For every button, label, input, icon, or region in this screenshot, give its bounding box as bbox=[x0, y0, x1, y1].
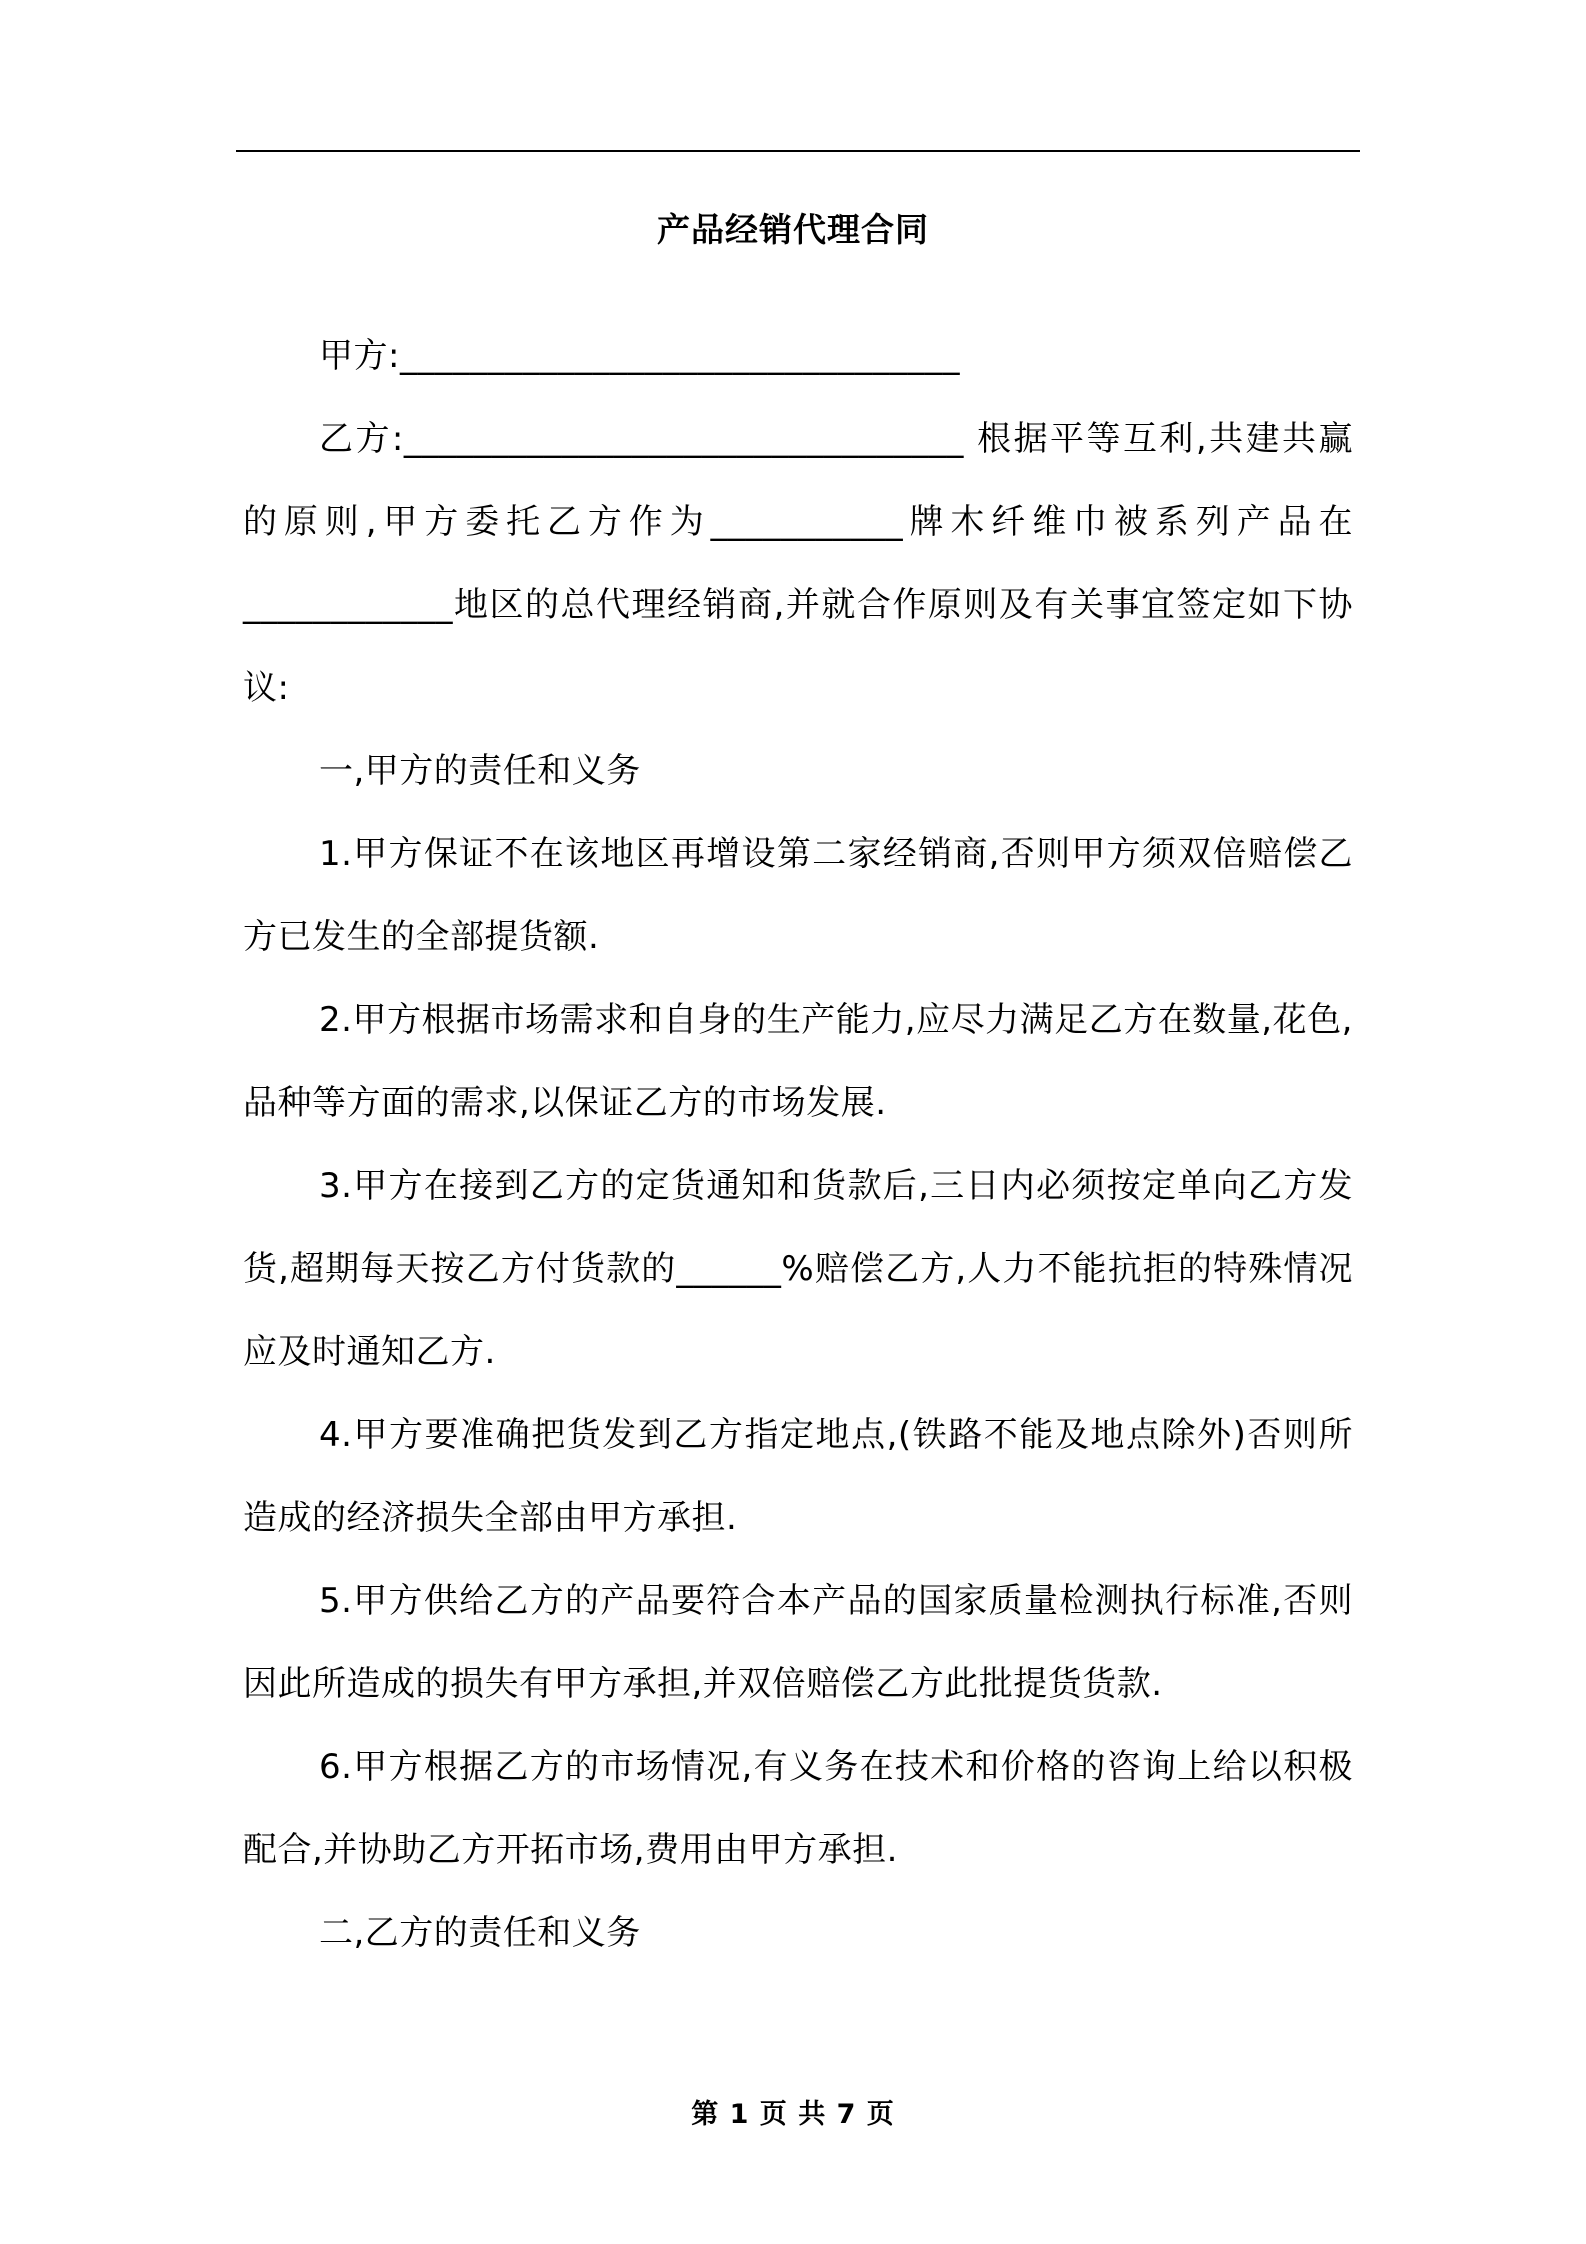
section-heading-party-a-duties: 一,甲方的责任和义务 bbox=[319, 751, 641, 791]
clause-2: 2.甲方根据市场需求和自身的生产能力,应尽力满足乙方在数量,花色,品种等方面的需求,以保证乙方的市场发展. bbox=[243, 1000, 1353, 1123]
document-title: 产品经销代理合同 bbox=[657, 210, 929, 249]
clause-6: 6.甲方根据乙方的市场情况,有义务在技术和价格的咨询上给以积极配合,并协助乙方开拓市场,费用由甲方承担. bbox=[243, 1747, 1353, 1870]
party-b-intro-paragraph: 乙方:________________________________ 根据平等互利,共建共赢的原则,甲方委托乙方作为___________牌木纤维巾被系列产品在____________地区的总代理经销商,并就合作原则及有关事宜签定如下协议: bbox=[243, 419, 1353, 708]
section-heading-party-b-duties: 二,乙方的责任和义务 bbox=[319, 1913, 641, 1953]
document-body bbox=[243, 315, 1353, 1975]
clause-3: 3.甲方在接到乙方的定货通知和货款后,三日内必须按定单向乙方发货,超期每天按乙方付货款的______%赔偿乙方,人力不能抗拒的特殊情况应及时通知乙方. bbox=[243, 1166, 1353, 1372]
clause-4: 4.甲方要准确把货发到乙方指定地点,(铁路不能及地点除外)否则所造成的经济损失全部由甲方承担. bbox=[243, 1415, 1353, 1538]
page-number: 第 1 页 共 7 页 bbox=[691, 2099, 895, 2130]
header-rule bbox=[236, 150, 1360, 152]
clause-1: 1.甲方保证不在该地区再增设第二家经销商,否则甲方须双倍赔偿乙方已发生的全部提货额. bbox=[243, 834, 1353, 957]
clause-5: 5.甲方供给乙方的产品要符合本产品的国家质量检测执行标准,否则因此所造成的损失有甲方承担,并双倍赔偿乙方此批提货货款. bbox=[243, 1581, 1353, 1704]
party-a-line: 甲方:________________________________ bbox=[319, 336, 960, 376]
page-footer bbox=[0, 2095, 1586, 2135]
